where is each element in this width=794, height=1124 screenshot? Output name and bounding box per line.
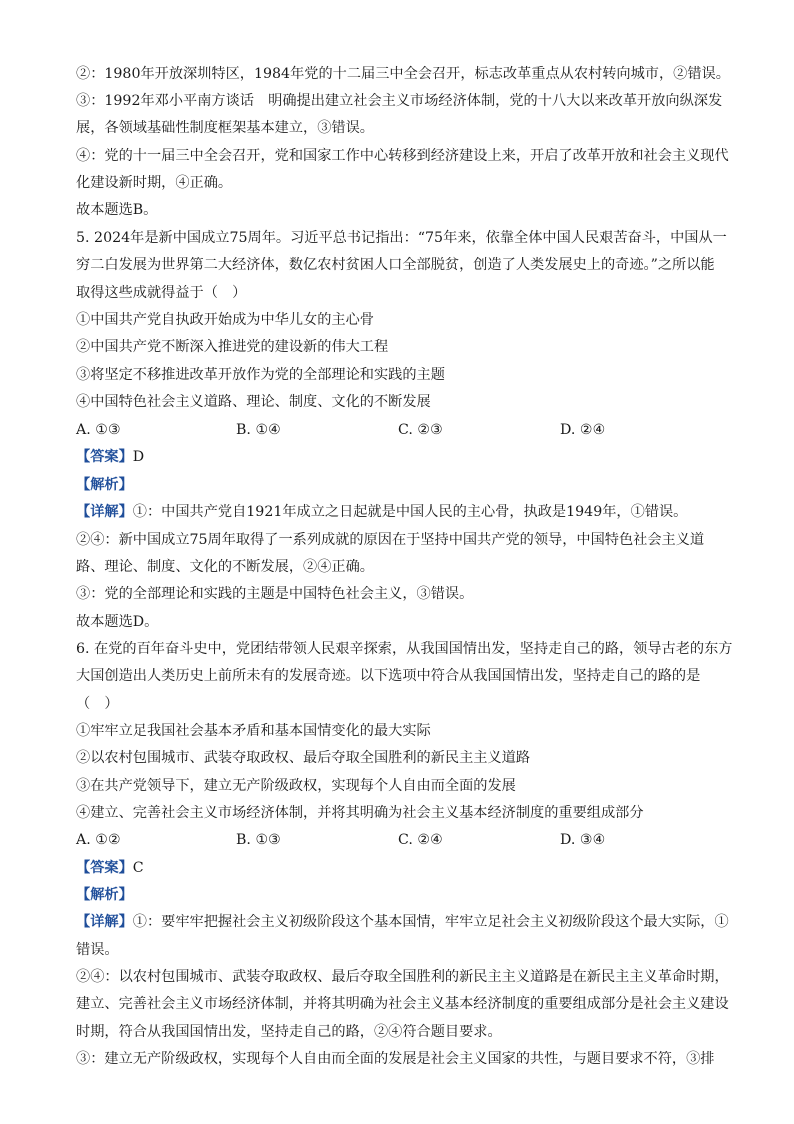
q6-option-d: D. ③④ <box>560 832 606 848</box>
q5-option-d: D. ②④ <box>560 422 606 438</box>
question-6-stem: 6. 在党的百年奋斗史中，党团结带领人民艰辛探索，从我国国情出发，坚持走自己的路，领导古老的东方 <box>76 641 733 657</box>
question-5-item: ③将坚定不移推进改革开放作为党的全部理论和实践的主题 <box>76 367 445 383</box>
q6-option-a: A. ①② <box>76 832 121 848</box>
q5-answer-line <box>76 447 144 467</box>
question-6-item: ①牢牢立足我国社会基本矛盾和基本国情变化的最大实际 <box>76 723 431 739</box>
q5-option-c: C. ②③ <box>398 422 443 438</box>
question-6-item: ③在共产党领导下，建立无产阶级政权，实现每个人自由而全面的发展 <box>76 778 516 794</box>
detail-tag: 【详解】 <box>76 914 133 930</box>
q5-detail-text: ①：中国共产党自1921年成立之日起就是中国人民的主心骨，执政是1949年，①错误。 <box>132 504 688 520</box>
question-6-stem: （ ） <box>76 696 119 712</box>
q6-answer: C <box>132 860 144 876</box>
answer-tag: 【答案】 <box>76 449 133 465</box>
q6-detail-line: ③：建立无产阶级政权，实现每个人自由而全面的发展是社会主义国家的共性，与题目要求不符，③排 <box>76 1051 715 1067</box>
text-line: 展，各领域基础性制度框架基本建立，③错误。 <box>76 120 374 136</box>
analysis-tag: 【解析】 <box>76 477 133 493</box>
q6-option-c: C. ②④ <box>398 832 443 848</box>
detail-tag: 【详解】 <box>76 504 133 520</box>
q5-detail-line <box>76 502 687 522</box>
text-line: ②：1980年开放深圳特区，1984年党的十二届三中全会召开，标志改革重点从农村转向城市，②错误。 <box>76 66 730 82</box>
q6-detail-line: 错误。 <box>76 942 119 958</box>
q5-detail-line: 路、理论、制度、文化的不断发展，②④正确。 <box>76 559 374 575</box>
q5-analysis-line <box>76 475 133 495</box>
text-line: ③：1992年邓小平南方谈话 明确提出建立社会主义市场经济体制，党的十八大以来改革开放向纵深发 <box>76 93 723 109</box>
question-6-item: ④建立、完善社会主义市场经济体制，并将其明确为社会主义基本经济制度的重要组成部分 <box>76 805 644 821</box>
q6-analysis-line <box>76 885 133 905</box>
text-line: 故本题选B。 <box>76 202 158 218</box>
question-5-stem: 取得这些成就得益于（ ） <box>76 285 247 301</box>
q6-answer-line <box>76 858 144 878</box>
answer-tag: 【答案】 <box>76 860 133 876</box>
q6-detail-text: ①：要牢牢把握社会主义初级阶段这个基本国情，牢牢立足社会主义初级阶段这个最大实际，① <box>132 914 729 930</box>
question-5-stem: 穷二白发展为世界第二大经济体，数亿农村贫困人口全部脱贫，创造了人类发展史上的奇迹。”之所以能 <box>76 257 715 273</box>
q6-detail-line: ②④：以农村包围城市、武装夺取政权、最后夺取全国胜利的新民主主义道路是在新民主主义革命时期， <box>76 969 729 985</box>
question-5-item: ①中国共产党自执政开始成为中华儿女的主心骨 <box>76 312 374 328</box>
q5-detail-line: 故本题选D。 <box>76 614 159 630</box>
q5-option-b: B. ①④ <box>236 422 281 438</box>
q6-option-b: B. ①③ <box>236 832 281 848</box>
question-6-stem: 大国创造出人类历史上前所未有的发展奇迹。以下选项中符合从我国国情出发，坚持走自己的路的是 <box>76 668 701 684</box>
q5-detail-line: ②④：新中国成立75周年取得了一系列成就的原因在于坚持中国共产党的领导，中国特色社会主义道 <box>76 532 705 548</box>
q6-detail-line: 建立、完善社会主义市场经济体制，并将其明确为社会主义基本经济制度的重要组成部分是社会主义建设 <box>76 996 729 1012</box>
text-line: 化建设新时期，④正确。 <box>76 175 233 191</box>
q6-detail-line: 时期，符合从我国国情出发，坚持走自己的路，②④符合题目要求。 <box>76 1024 502 1040</box>
q6-detail-line <box>76 912 729 932</box>
question-5-stem: 5. 2024年是新中国成立75周年。习近平总书记指出：“75年来，依靠全体中国人民艰苦奋斗，中国从一 <box>76 230 727 246</box>
question-5-item: ②中国共产党不断深入推进党的建设新的伟大工程 <box>76 339 389 355</box>
question-5-item: ④中国特色社会主义道路、理论、制度、文化的不断发展 <box>76 394 431 410</box>
analysis-tag: 【解析】 <box>76 887 133 903</box>
q5-detail-line: ③：党的全部理论和实践的主题是中国特色社会主义，③错误。 <box>76 586 474 602</box>
question-6-item: ②以农村包围城市、武装夺取政权、最后夺取全国胜利的新民主主义道路 <box>76 750 531 766</box>
q5-option-a: A. ①③ <box>76 422 121 438</box>
q5-answer: D <box>132 449 145 465</box>
text-line: ④：党的十一届三中全会召开，党和国家工作中心转移到经济建设上来，开启了改革开放和社会主义现代 <box>76 148 729 164</box>
